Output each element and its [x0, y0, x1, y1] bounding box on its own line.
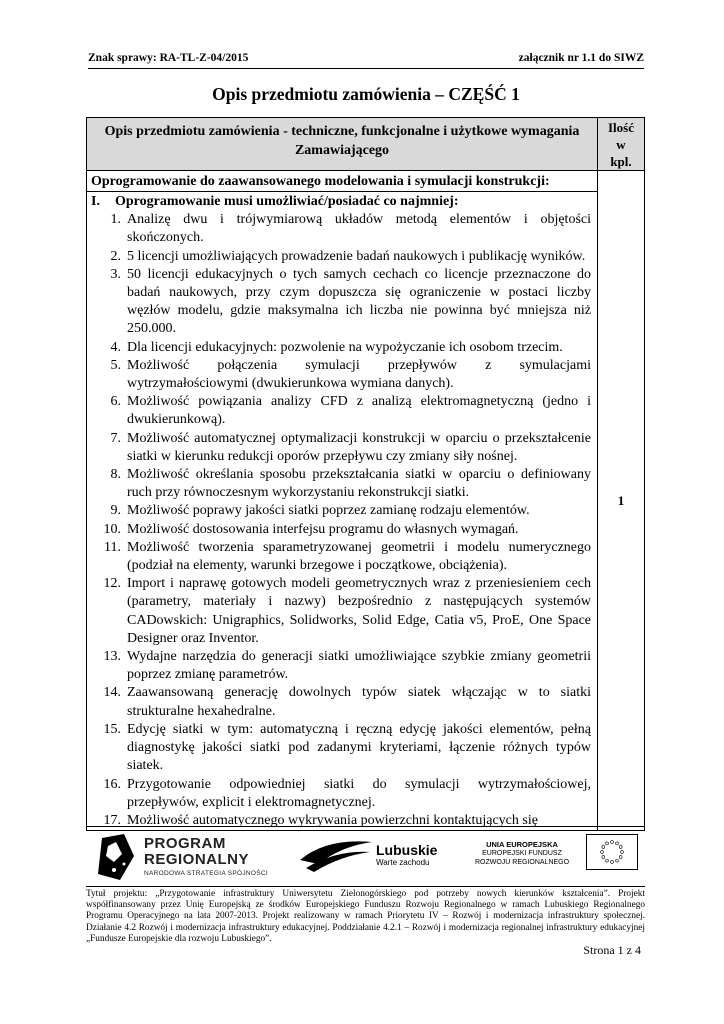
requirement-number: 15.: [103, 721, 121, 737]
requirement-text: Możliwość określania sposobu przekształcania siatki w oparciu o definiowany ruch przy równoczesnym wykorzystaniu rekonstrukcji siatki.: [127, 467, 591, 501]
requirement-item: [91, 776, 591, 812]
requirement-text: 5 licencji umożliwiających prowadzenie badań naukowych i publikację wyników.: [127, 248, 586, 264]
eu-star-icon: [602, 856, 605, 859]
requirement-text: Możliwość tworzenia sparametryzowanej geometrii i modelu numerycznego (podział na elementy, warunki brzegowe i początkowe, obciążenia).: [127, 539, 591, 574]
requirement-item: [91, 357, 591, 393]
requirement-text: Przygotowanie odpowiedniej siatki do symulacji wytrzymałościowej, przepływów, explicit i elektromagnetycznej.: [127, 776, 591, 810]
section-heading: I. Oprogramowanie musi umożliwiać/posiadać co najmniej:: [91, 194, 459, 209]
quantity-cell: 1: [598, 171, 645, 831]
requirement-text: Import i naprawę gotowych modeli geometrycznych wraz z przeniesieniem cech (parametry, materiały i nazwy) bezpośrednio z następujących systemów CADowskich: Unigraphics, Solidworks, Solid Edge, Catia v5, ProE, One Space Designer oraz Inventor.: [127, 576, 591, 646]
requirement-number: 1.: [110, 212, 121, 228]
requirement-number: 3.: [110, 266, 121, 282]
requirement-text: Możliwość dostosowania interfejsu programu do własnych wymagań.: [127, 521, 519, 537]
requirement-text: Możliwość automatycznej optymalizacji konstrukcji w oparciu o przekształcenie siatki w kierunku redukcji oporów przepływu czy zmiany siły nośnej.: [127, 430, 591, 464]
requirement-number: 5.: [110, 357, 121, 373]
requirements-cell: [87, 192, 598, 831]
requirement-item: [91, 466, 591, 502]
requirement-text: Możliwość połączenia symulacji przepływów z symulacjami wytrzymałościowymi (dwukierunkowa wymiana danych).: [127, 357, 591, 392]
requirement-item: [91, 721, 591, 776]
eu-star-icon: [616, 859, 619, 862]
quantity-column-header: Ilość w kpl.: [598, 118, 645, 171]
footer-divider: [86, 826, 645, 827]
requirement-item: [91, 502, 591, 520]
eu-star-icon: [602, 846, 605, 849]
eu-fund-text: UNIA EUROPEJSKA EUROPEJSKI FUNDUSZ ROZWOJU REGIONALNEGO: [474, 840, 570, 866]
requirement-text: Możliwość poprawy jakości siatki poprzez zamianę rodzaju elementów.: [127, 503, 530, 519]
requirement-text: 50 licencji edukacyjnych o tych samych cechach co licencje przeznaczone do badań naukowych, przy czym dopuszcza się ograniczenie w postaci liczby węzłów modelu, gdzie maksymalna ich liczba nie powinna być mniejsza niż 250.000.: [127, 266, 591, 337]
requirement-item: [91, 539, 591, 575]
eu-star-icon: [611, 861, 614, 864]
requirement-number: 17.: [103, 812, 121, 828]
eu-star-icon: [616, 842, 619, 845]
requirement-number: 6.: [110, 394, 121, 410]
eu-star-icon: [621, 851, 624, 854]
eu-star-icon: [619, 846, 622, 849]
requirement-text: Możliwość powiązania analizy CFD z analizą elektromagnetyczną (jedno i dwukierunkową).: [127, 394, 591, 428]
requirement-item: [91, 248, 591, 266]
eu-star-icon: [619, 856, 622, 859]
project-footnote: Tytuł projektu: „Przygotowanie infrastruktury Uniwersytetu Zielonogórskiego pod potrzeby nowych kierunków kształcenia”. Projekt współfinansowany przez Unię Europejską ze środków Europejskiego Funduszu Rozwoju Regionalnego w ramach Lubuskiego Regionalnego Programu Operacyjnego na lata 2007-2013. Projekt realizowany w ramach Priorytetu IV – Rozwój i modernizacja infrastruktury społecznej. Działanie 4.2 Rozwój i modernizacja infrastruktury edukacyjnej. Poddziałanie 4.2.1 – Rozwój i modernizacja regionalnej infrastruktury edukacyjnej „Fundusze Europejskie dla rozwoju Lubuskiego”.: [86, 886, 645, 945]
requirement-item: [91, 648, 591, 684]
requirements-list: [91, 211, 591, 830]
eu-flag-icon: [586, 834, 638, 870]
requirement-item: [91, 266, 591, 339]
requirement-text: Edycję siatki w tym: automatyczną i ręczną edycję jakości elementów, pełną diagnostykę jakości siatki pod zadanymi kryteriami, łączenie różnych typów siatek.: [127, 721, 591, 774]
eu-star-icon: [606, 842, 609, 845]
description-column-header: Opis przedmiotu zamówienia - techniczne, funkcjonalne i użytkowe wymagania Zamawiającego: [87, 118, 598, 171]
eu-star-icon: [601, 851, 604, 854]
page-number: Strona 1 z 4: [583, 943, 641, 957]
page-header: [88, 52, 644, 64]
requirement-number: 4.: [110, 339, 121, 355]
requirement-item: [91, 684, 591, 720]
requirement-item: [91, 339, 591, 357]
attachment-label: załącznik nr 1.1 do SIWZ: [518, 52, 644, 64]
requirement-number: 11.: [104, 539, 121, 555]
lubuskie-logo-icon: [296, 834, 376, 874]
program-regionalny-logo-icon: [94, 832, 138, 882]
software-subheader: Oprogramowanie do zaawansowanego modelowania i symulacji konstrukcji:: [87, 171, 598, 192]
requirement-item: [91, 211, 591, 247]
requirement-number: 10.: [103, 521, 121, 537]
requirement-number: 12.: [103, 576, 121, 592]
requirement-item: [91, 575, 591, 648]
eu-star-icon: [606, 859, 609, 862]
requirement-item: [91, 393, 591, 429]
requirement-item: [91, 521, 591, 539]
specification-table: [86, 117, 645, 831]
requirement-number: 13.: [103, 649, 121, 665]
case-number: Znak sprawy: RA-TL-Z-04/2015: [88, 52, 249, 64]
eu-star-icon: [611, 841, 614, 844]
requirement-number: 14.: [103, 685, 121, 701]
requirement-number: 16.: [103, 776, 121, 792]
header-divider: [88, 68, 644, 69]
requirement-text: Dla licencji edukacyjnych: pozwolenie na wypożyczanie ich osobom trzecim.: [127, 339, 563, 355]
requirement-number: 8.: [110, 467, 121, 483]
requirement-text: Wydajne narzędzia do generacji siatki umożliwiające szybkie zmiany geometrii poprzez zmianę parametrów.: [127, 649, 591, 683]
lubuskie-text: Lubuskie Warte zachodu: [376, 842, 438, 867]
requirement-number: 7.: [110, 430, 121, 446]
funding-logos: [86, 828, 645, 884]
requirement-item: [91, 430, 591, 466]
program-regionalny-text: PROGRAM REGIONALNY NARODOWA STRATEGIA SPÓJNOŚCI: [144, 835, 268, 877]
requirement-text: Możliwość automatycznego wykrywania powierzchni kontaktujących się: [127, 812, 538, 828]
requirement-text: Analizę dwu i trójwymiarową układów metodą elementów i objętości skończonych.: [127, 212, 591, 246]
page-title: Opis przedmiotu zamówienia – CZĘŚĆ 1: [212, 84, 520, 104]
requirement-text: Zaawansowaną generację dowolnych typów siatek włączając w to siatki strukturalne hexahedralne.: [127, 685, 591, 719]
requirement-number: 2.: [110, 248, 121, 264]
requirement-number: 9.: [110, 503, 121, 519]
